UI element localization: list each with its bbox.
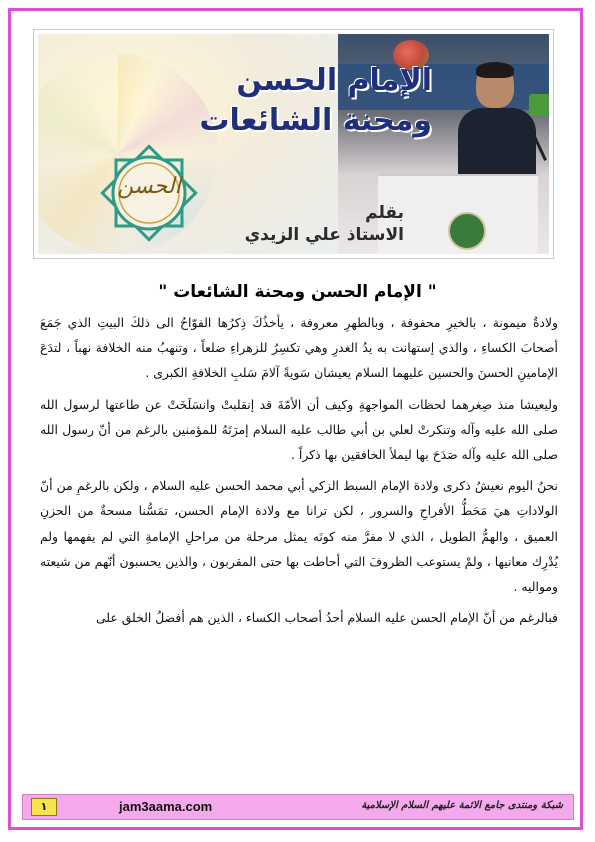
podium-emblem-icon	[448, 212, 486, 250]
speaker-body	[458, 108, 536, 184]
channel-logo-icon	[529, 94, 551, 116]
banner-title-line2: ومحنة الشائعات	[199, 103, 432, 138]
article-paragraph: نحنُ اليوم نعيشُ ذكرى ولادة الإمام السبط الزكي أبي محمد الحسن عليه السلام ، ولكن بالرغمِ من أنّ الولاداتِ هيَ مَحَطُّ الأفراحِ والسرور ، لكن ترانا مع ولادة الإمام الحسن، تمَسُّنا مسحةٌ من الحزنِ العميق ، والهمُّ الطويل ، الذي لا مفرَّ منه كونَه يمثل مرحلة من مراحلِ الإمامةِ التي لم يفهمها ولم يُدْرِك معانيها ، ولمْ يستوعب الظروفَ التي أحاطت بها حتى المقربون ، والذين يحسبون أنّهم من شيعته ومواليه .	[40, 478, 558, 595]
page-number-badge: ١	[31, 798, 57, 816]
photo-speaker	[458, 64, 536, 184]
article-paragraph: فبالرغم من أنّ الإمام الحسن عليه السلام أحدُ أصحاب الكساء ، الذين هم أفضلُ الخلق على	[95, 610, 558, 626]
footer-network-name: شبكة ومنتدى جامع الائمة عليهم السلام الإسلامية	[361, 800, 563, 811]
banner-title-line1: الإمام الحسن	[236, 63, 432, 98]
banner-byline: بقلم	[365, 203, 404, 223]
article-body	[40, 310, 558, 636]
page-footer	[22, 794, 574, 820]
header-banner	[34, 30, 553, 258]
article-paragraph: ولادةٌ ميمونة ، بالخيرِ محفوفة ، وبالطهرِ معروفة ، يأخذُكَ ذِكرُها الفوّاحُ الى ذلكَ البيتِ الذي جَمَعَ أصحابَ الكساءِ ، والذي إستهانت به يدُ الغدرِ وهي تكسِرُ للزهراءِ ضلعاً ، وتنهبُ منه الخلافة نهباً ، لتدَعَ الإمامينِ الحسنَ والحسين عليهما السلام يعيشان سَويةً آلامَ سَلبِ الخلافةِ الكبرى .	[40, 315, 558, 381]
speaker-hair	[476, 62, 514, 78]
article-title: " الإمام الحسن ومحنة الشائعات "	[158, 282, 437, 302]
medallion-calligraphy: الحسن	[117, 174, 181, 199]
footer-site-link[interactable]: jam3aama.com	[119, 799, 213, 814]
article-paragraph: وليعيشا منذ صِغرهما لحظات المواجهةِ وكيف أن الأمّةَ قد إنقلبتْ وانسَلَخَتْ عن طاعتها لرسول الله صلى الله عليه وآله وتنكرتْ لعلي بن أبي طالب عليه السلام إمرَتَهُ للمؤمنين بالرغم من أنّ رسول الله صلى الله عليه وآله صَدَحَ بها ليملأ الخافقين بها ذكراً .	[40, 396, 558, 463]
banner-author: الاستاذ علي الزيدي	[244, 225, 404, 245]
